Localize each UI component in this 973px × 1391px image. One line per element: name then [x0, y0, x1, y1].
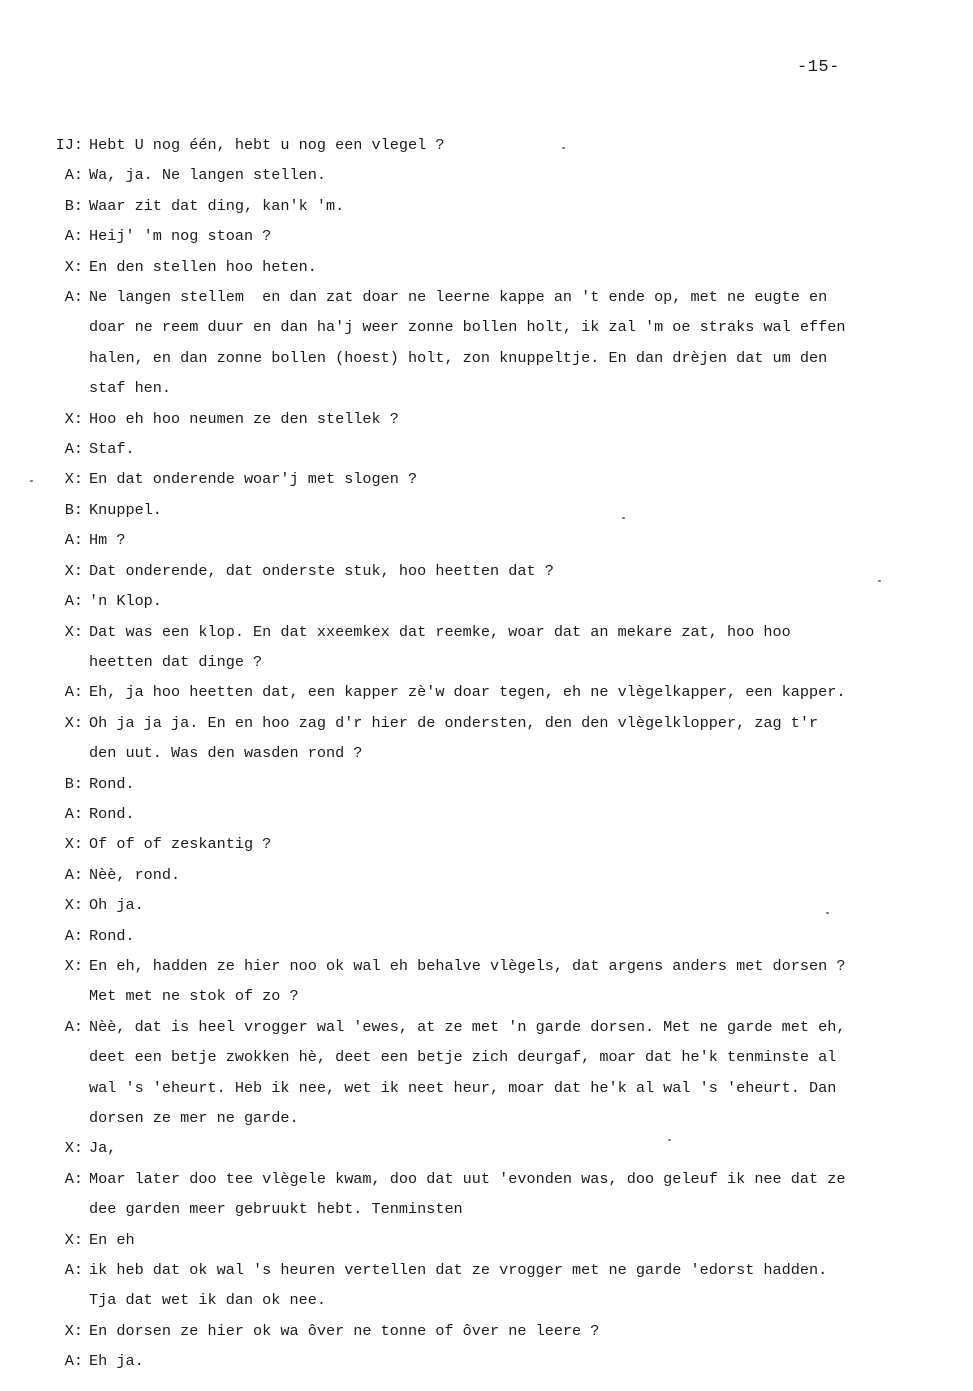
speaker-label: A:: [64, 440, 83, 459]
utterance-line: Rond.: [89, 926, 135, 945]
utterance-line: En dat onderende woar'j met slogen ?: [89, 470, 418, 489]
transcript-turn: [40, 130, 972, 160]
transcript-turn: [40, 1346, 972, 1376]
utterance-line: Of of of zeskantig ?: [89, 835, 272, 854]
speaker-label: A:: [64, 1352, 83, 1371]
transcript-turn: [40, 1316, 972, 1346]
speaker-label: X:: [64, 1230, 83, 1249]
transcript-turn: [40, 404, 972, 434]
utterance-line: wal 's 'eheurt. Heb ik nee, wet ik neet heur, moar dat he'k al wal 's 'eheurt. Dan: [89, 1078, 837, 1097]
scan-speck: [30, 480, 33, 482]
speaker-label: A:: [64, 227, 83, 246]
utterance-line: Eh ja.: [89, 1352, 144, 1371]
speaker-label: B:: [64, 196, 83, 215]
speaker-label: A:: [64, 926, 83, 945]
transcript-turn: [40, 677, 972, 707]
transcript-turn: [40, 556, 972, 586]
transcript-turn: [40, 799, 972, 829]
transcript-continuation: [40, 1103, 972, 1133]
speaker-label: X:: [64, 622, 83, 641]
transcript-turn: [40, 464, 972, 494]
scan-speck: [562, 147, 565, 149]
transcript-turn: [40, 434, 972, 464]
transcript-continuation: [40, 981, 972, 1011]
transcript-turn: [40, 160, 972, 190]
utterance-line: Ne langen stellem en dan zat doar ne leerne kappe an 't ende op, met ne eugte en: [89, 288, 828, 307]
scan-speck: [878, 580, 881, 582]
speaker-label: X:: [64, 896, 83, 915]
speaker-label: A:: [64, 1017, 83, 1036]
speaker-label: X:: [64, 1321, 83, 1340]
utterance-line: den uut. Was den wasden rond ?: [89, 744, 363, 763]
transcript-turn: [40, 1012, 972, 1042]
transcript-turn: [40, 586, 972, 616]
transcript-turn: [40, 495, 972, 525]
utterance-line: Staf.: [89, 440, 135, 459]
transcript-turn: [40, 1255, 972, 1285]
speaker-label: A:: [64, 1261, 83, 1280]
transcript-turn: [40, 1225, 972, 1255]
utterance-line: Rond.: [89, 804, 135, 823]
speaker-label: X:: [64, 835, 83, 854]
transcript-continuation: [40, 1194, 972, 1224]
utterance-line: Rond.: [89, 774, 135, 793]
utterance-line: Dat onderende, dat onderste stuk, hoo heetten dat ?: [89, 561, 554, 580]
utterance-line: doar ne reem duur en dan ha'j weer zonne bollen holt, ik zal 'm oe straks wal effen: [89, 318, 846, 337]
transcript-turn: [40, 921, 972, 951]
speaker-label: X:: [64, 257, 83, 276]
transcript-turn: [40, 951, 972, 981]
speaker-label: X:: [64, 956, 83, 975]
transcript-turn: [40, 1164, 972, 1194]
transcript-turn: [40, 252, 972, 282]
scan-speck: [668, 1139, 671, 1141]
speaker-label: A:: [64, 683, 83, 702]
transcript-turn: [40, 191, 972, 221]
speaker-label: X:: [64, 713, 83, 732]
utterance-line: Ja,: [89, 1139, 117, 1158]
utterance-line: halen, en dan zonne bollen (hoest) holt, zon knuppeltje. En dan drèjen dat um den: [89, 348, 828, 367]
speaker-label: A:: [64, 865, 83, 884]
speaker-label: B:: [64, 500, 83, 519]
speaker-label: X:: [64, 561, 83, 580]
speaker-label: B:: [64, 774, 83, 793]
transcript-turn: [40, 829, 972, 859]
utterance-line: En eh: [89, 1230, 135, 1249]
speaker-label: X:: [64, 409, 83, 428]
transcript-continuation: [40, 343, 972, 373]
transcript-turn: [40, 769, 972, 799]
speaker-label: A:: [64, 531, 83, 550]
transcript-turn: [40, 890, 972, 920]
transcript-turn: [40, 708, 972, 738]
transcript-turn: [40, 617, 972, 647]
utterance-line: Tja dat wet ik dan ok nee.: [89, 1291, 326, 1310]
transcript: [40, 130, 972, 1377]
utterance-line: Heij' 'm nog stoan ?: [89, 227, 272, 246]
utterance-line: Eh, ja hoo heetten dat, een kapper zè'w doar tegen, eh ne vlègelkapper, een kapper.: [89, 683, 846, 702]
utterance-line: Moar later doo tee vlègele kwam, doo dat uut 'evonden was, doo geleuf ik nee dat ze: [89, 1169, 846, 1188]
utterance-line: Met met ne stok of zo ?: [89, 987, 299, 1006]
utterance-line: En dorsen ze hier ok wa ôver ne tonne of ôver ne leere ?: [89, 1321, 600, 1340]
speaker-label: A:: [64, 592, 83, 611]
transcript-turn: [40, 221, 972, 251]
utterance-line: Dat was een klop. En dat xxeemkex dat reemke, woar dat an mekare zat, hoo hoo: [89, 622, 791, 641]
utterance-line: En eh, hadden ze hier noo ok wal eh behalve vlègels, dat argens anders met dorsen ?: [89, 956, 846, 975]
utterance-line: Oh ja.: [89, 896, 144, 915]
utterance-line: deet een betje zwokken hè, deet een betje zich deurgaf, moar dat he'k tenminste al: [89, 1048, 837, 1067]
utterance-line: En den stellen hoo heten.: [89, 257, 317, 276]
transcript-continuation: [40, 312, 972, 342]
speaker-label: X:: [64, 1139, 83, 1158]
utterance-line: Nèè, rond.: [89, 865, 181, 884]
speaker-label: A:: [64, 288, 83, 307]
utterance-line: heetten dat dinge ?: [89, 652, 263, 671]
utterance-line: Hebt U nog één, hebt u nog een vlegel ?: [89, 136, 445, 154]
utterance-line: ik heb dat ok wal 's heuren vertellen dat ze vrogger met ne garde 'edorst hadden.: [89, 1261, 828, 1280]
speaker-label: IJ:: [55, 136, 83, 154]
utterance-line: Hoo eh hoo neumen ze den stellek ?: [89, 409, 399, 428]
speaker-label: A:: [64, 804, 83, 823]
page-number: -15-: [797, 58, 840, 77]
utterance-line: Nèè, dat is heel vrogger wal 'ewes, at ze met 'n garde dorsen. Met ne garde met eh,: [89, 1017, 846, 1036]
utterance-line: staf hen.: [89, 379, 172, 398]
utterance-line: dorsen ze mer ne garde.: [89, 1109, 299, 1127]
speaker-label: A:: [64, 1169, 83, 1188]
utterance-line: Hm ?: [89, 531, 126, 550]
transcript-turn: [40, 282, 972, 312]
utterance-line: Knuppel.: [89, 500, 162, 519]
transcript-continuation: [40, 647, 972, 677]
utterance-line: Waar zit dat ding, kan'k 'm.: [89, 196, 345, 215]
utterance-line: 'n Klop.: [89, 592, 162, 611]
transcript-turn: [40, 1133, 972, 1163]
speaker-label: X:: [64, 470, 83, 489]
speaker-label: A:: [64, 166, 83, 185]
scan-speck: [826, 912, 829, 914]
scan-speck: [622, 517, 625, 519]
utterance-line: Wa, ja. Ne langen stellen.: [89, 166, 326, 185]
utterance-line: dee garden meer gebruukt hebt. Tenminsten: [89, 1200, 463, 1219]
transcript-continuation: [40, 1285, 972, 1315]
transcript-continuation: [40, 1073, 972, 1103]
transcript-continuation: [40, 738, 972, 768]
transcript-turn: [40, 860, 972, 890]
transcript-continuation: [40, 1042, 972, 1072]
transcript-turn: [40, 525, 972, 555]
utterance-line: Oh ja ja ja. En en hoo zag d'r hier de ondersten, den den vlègelklopper, zag t'r: [89, 713, 819, 732]
transcript-continuation: [40, 373, 972, 403]
